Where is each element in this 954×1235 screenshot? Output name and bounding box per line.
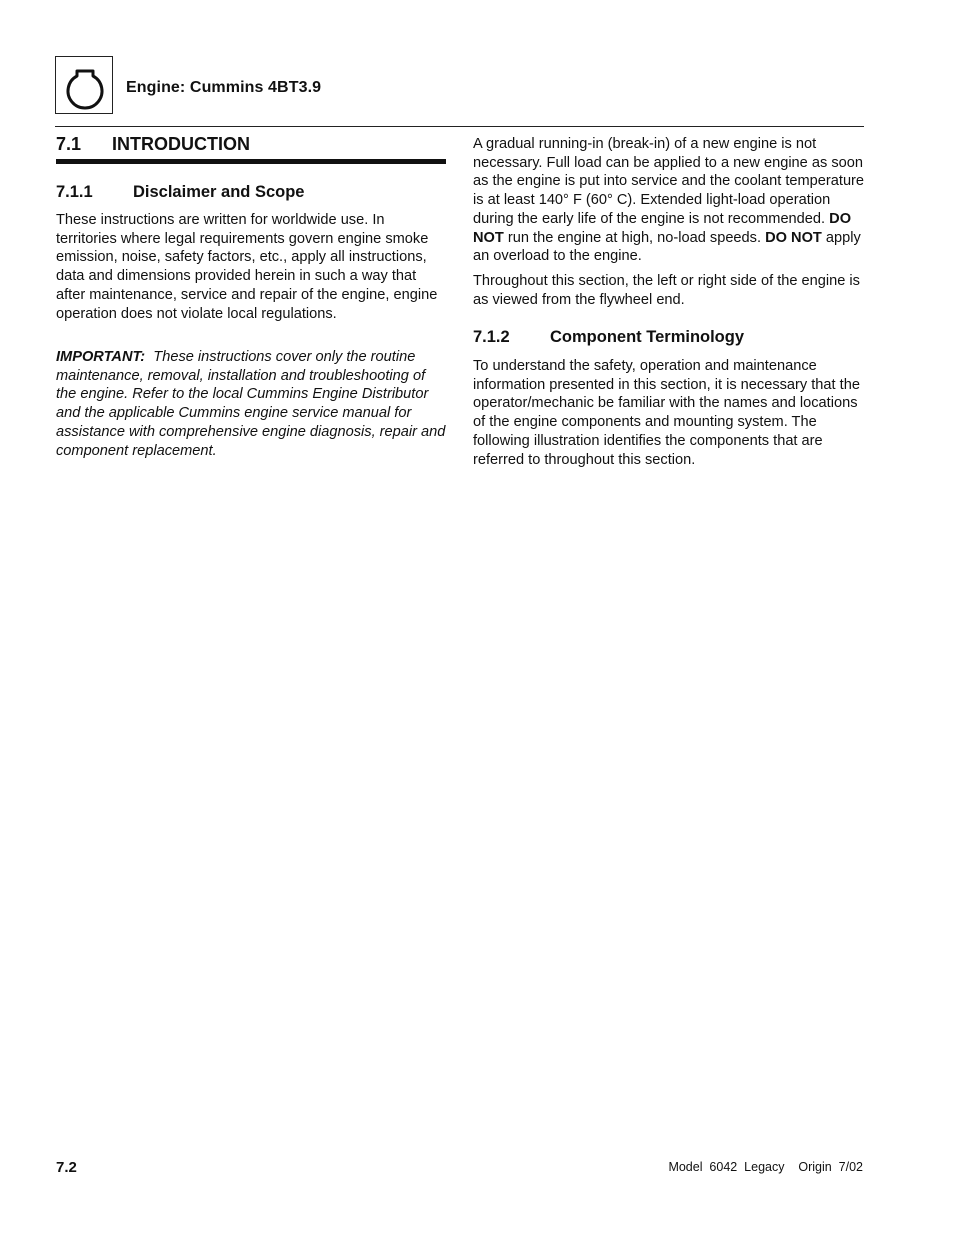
break-in-text-3: apply an overload to the engine.	[473, 229, 861, 265]
break-in-text: A gradual running-in (break-in) of a new engine is not necessary. Full load can be applied to a new engine as soon as the engine is put into service and the coolant temperature is at least 140° F (60° C). Extended light-load operation during the early life of the engine is not recommended.	[473, 136, 865, 227]
side-orientation-paragraph: Throughout this section, the left or right side of the engine is as viewed from the flywheel end.	[473, 273, 860, 308]
terminology-paragraph: To understand the safety, operation and maintenance information presented in this section, it is necessary that the operator/mechanic be familiar with the names and locations of the engine components and mounting system. The following illustration identifies the components that are referred to throughout this section.	[473, 358, 860, 468]
subsection-title: Component Terminology	[550, 328, 745, 346]
subsection-number: 7.1.1	[56, 183, 93, 201]
subsection-heading-terminology	[473, 328, 744, 347]
header-title: Engine: Cummins 4BT3.9	[126, 79, 322, 96]
section-number: 7.1	[56, 134, 82, 154]
important-label: IMPORTANT:	[56, 349, 146, 365]
header-divider	[55, 126, 864, 127]
important-note	[56, 348, 448, 460]
break-in-paragraph	[473, 135, 865, 266]
break-in-text-2: run the engine at high, no-load speeds.	[507, 229, 762, 246]
subsection-title: Disclaimer and Scope	[133, 183, 305, 201]
important-text: These instructions cover only the routine maintenance, removal, installation and troubleshooting of the engine. Refer to the local Cummins Engine Distributor and the applicable Cummins engine service manual for assistance with comprehensive engine diagnosis, repair and component replacement.	[56, 349, 446, 459]
do-not-warning-1: DO NOT	[473, 210, 852, 246]
subsection-number: 7.1.2	[473, 328, 510, 346]
do-not-warning-2: DO NOT	[765, 229, 822, 246]
section-title: INTRODUCTION	[112, 134, 250, 154]
subsection-heading-disclaimer	[56, 183, 305, 202]
page-number: 7.2	[56, 1159, 77, 1176]
disclaimer-paragraph: These instructions are written for worldwide use. In territories where legal requirements govern engine smoke emission, noise, safety factors, etc., apply all instructions, data and dimensions provided herein in such a way that after maintenance, service and repair of the engine, engine operation does not violate local regulations.	[56, 212, 438, 322]
footer-model-info: Model 6042 Legacy Origin 7/02	[668, 1160, 863, 1174]
engine-icon	[55, 56, 113, 114]
section-rule	[56, 159, 446, 164]
section-heading	[56, 134, 446, 155]
